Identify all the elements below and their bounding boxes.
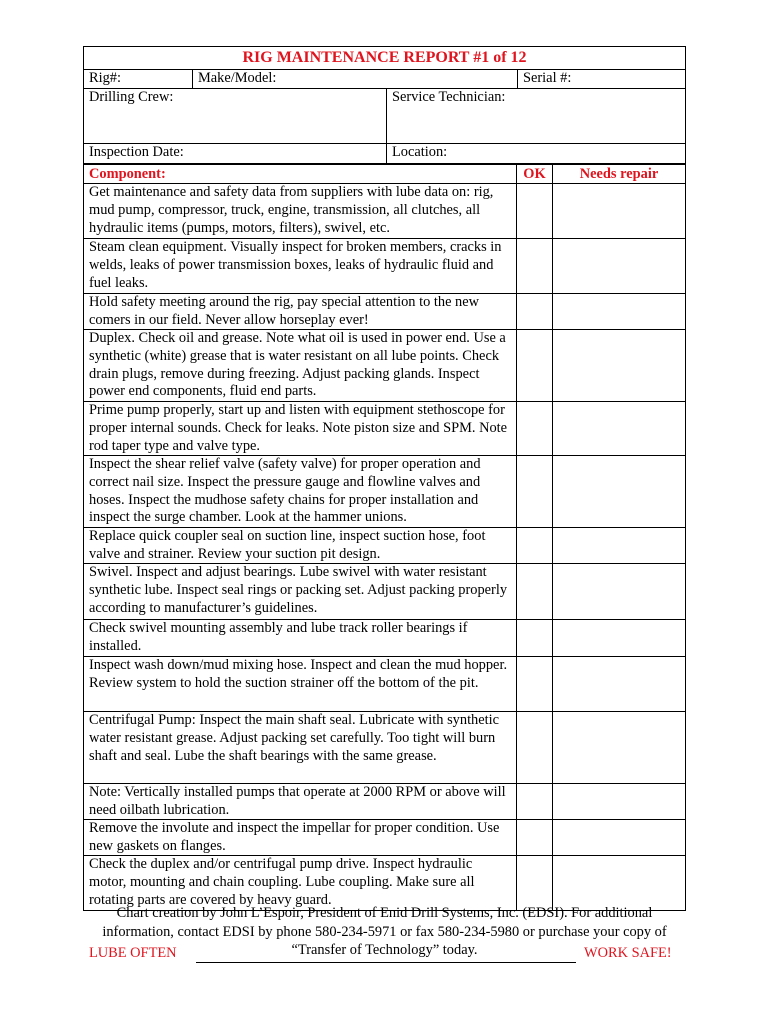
component-list bbox=[83, 184, 686, 911]
ok-checkbox[interactable] bbox=[516, 294, 552, 329]
needs-repair-checkbox[interactable] bbox=[552, 564, 685, 619]
component-text: Swivel. Inspect and adjust bearings. Lube swivel with water resistant synthetic lube. Inspect seal rings or packing set. Adjust packing properly according to manufacturer’s guidelines. bbox=[89, 564, 508, 616]
component-text: Prime pump properly, start up and listen with equipment stethoscope for proper internal sounds. Check for leaks. Note piston size and SPM. Note rod taper type and valve type. bbox=[89, 402, 508, 454]
ok-header: OK bbox=[516, 165, 552, 183]
ok-checkbox[interactable] bbox=[516, 402, 552, 455]
needs-repair-checkbox[interactable] bbox=[552, 402, 685, 455]
needs-repair-checkbox[interactable] bbox=[552, 184, 685, 238]
component-text: Replace quick coupler seal on suction line, inspect suction hose, foot valve and strainer. Review your suction pit design. bbox=[89, 528, 486, 562]
table-row bbox=[83, 564, 686, 620]
needs-repair-checkbox[interactable] bbox=[552, 456, 685, 527]
crew-row bbox=[83, 89, 686, 144]
location-field[interactable]: Location: bbox=[386, 144, 685, 163]
serial-number-field[interactable]: Serial #: bbox=[517, 70, 685, 88]
component-text: Remove the involute and inspect the impellar for proper condition. Use new gaskets on flanges. bbox=[89, 820, 500, 854]
component-text: Duplex. Check oil and grease. Note what oil is used in power end. Use a synthetic (white) grease that is water resistant on all lube points. Check drain plugs, remove during freezing. Adjust packing glands. Inspect power end components, fluid end parts. bbox=[89, 330, 506, 400]
table-row bbox=[83, 184, 686, 239]
title-row bbox=[83, 46, 686, 70]
table-row bbox=[83, 239, 686, 294]
component-text: Check the duplex and/or centrifugal pump drive. Inspect hydraulic motor, mounting and chain coupling. Lube coupling. Make sure all rotating parts are covered by heavy guard. bbox=[89, 856, 475, 908]
table-row bbox=[83, 620, 686, 657]
ok-checkbox[interactable] bbox=[516, 712, 552, 783]
needs-repair-checkbox[interactable] bbox=[552, 294, 685, 329]
report-title: RIG MAINTENANCE REPORT #1 of 12 bbox=[242, 49, 527, 66]
table-row bbox=[83, 330, 686, 402]
column-header-row bbox=[83, 164, 686, 184]
ok-checkbox[interactable] bbox=[516, 657, 552, 711]
table-row bbox=[83, 856, 686, 911]
component-text: Hold safety meeting around the rig, pay special attention to the new comers in our field. Never allow horseplay ever! bbox=[89, 294, 480, 328]
component-header: Component: bbox=[89, 166, 166, 182]
needs-repair-checkbox[interactable] bbox=[552, 330, 685, 401]
needs-repair-checkbox[interactable] bbox=[552, 820, 685, 855]
footer-credit: Chart creation by John L’Espoir, President of Enid Drill Systems, Inc. (EDSI). For additional information, contact EDSI by phone 580-234-5971 or fax 580-234-5980 or purchase your copy of “Transfer of Technology” today. bbox=[102, 905, 667, 958]
component-text: Centrifugal Pump: Inspect the main shaft seal. Lubricate with synthetic water resistant grease. Adjust packing set carefully. Too tight will burn shaft and seal. Lube the shaft bearings with the same grease. bbox=[89, 712, 500, 764]
needs-repair-checkbox[interactable] bbox=[552, 856, 685, 910]
table-row bbox=[83, 528, 686, 564]
ok-checkbox[interactable] bbox=[516, 620, 552, 656]
table-row bbox=[83, 456, 686, 528]
table-row bbox=[83, 712, 686, 784]
table-row bbox=[83, 784, 686, 820]
date-location-row bbox=[83, 144, 686, 164]
ok-checkbox[interactable] bbox=[516, 528, 552, 563]
needs-repair-checkbox[interactable] bbox=[552, 657, 685, 711]
maintenance-report-form bbox=[83, 46, 686, 911]
component-text: Inspect wash down/mud mixing hose. Inspect and clean the mud hopper. Review system to hold the suction strainer off the bottom of the pit. bbox=[89, 657, 508, 691]
service-technician-field[interactable]: Service Technician: bbox=[386, 89, 685, 143]
component-text: Check swivel mounting assembly and lube track roller bearings if installed. bbox=[89, 620, 468, 654]
table-row bbox=[83, 402, 686, 456]
needs-repair-checkbox[interactable] bbox=[552, 528, 685, 563]
needs-repair-checkbox[interactable] bbox=[552, 712, 685, 783]
ok-checkbox[interactable] bbox=[516, 784, 552, 819]
ok-checkbox[interactable] bbox=[516, 184, 552, 238]
footer-work-safe: WORK SAFE! bbox=[584, 945, 672, 961]
component-text: Note: Vertically installed pumps that operate at 2000 RPM or above will need oilbath lubrication. bbox=[89, 784, 506, 818]
needs-repair-checkbox[interactable] bbox=[552, 784, 685, 819]
ok-checkbox[interactable] bbox=[516, 239, 552, 293]
table-row bbox=[83, 657, 686, 712]
ok-checkbox[interactable] bbox=[516, 564, 552, 619]
ok-checkbox[interactable] bbox=[516, 456, 552, 527]
component-text: Inspect the shear relief valve (safety valve) for proper operation and correct nail size. Inspect the pressure gauge and flowline valves and hoses. Inspect the mudhose safety chains for proper installation and inspect the surge chamber. Look at the hammer unions. bbox=[89, 456, 481, 526]
ok-checkbox[interactable] bbox=[516, 330, 552, 401]
needs-repair-checkbox[interactable] bbox=[552, 239, 685, 293]
table-row bbox=[83, 820, 686, 856]
make-model-field[interactable]: Make/Model: bbox=[192, 70, 517, 88]
ok-checkbox[interactable] bbox=[516, 856, 552, 910]
inspection-date-field[interactable]: Inspection Date: bbox=[89, 144, 184, 160]
footer-lube-often: LUBE OFTEN bbox=[89, 945, 177, 961]
component-text: Get maintenance and safety data from suppliers with lube data on: rig, mud pump, compressor, truck, engine, transmission, all clutches, all hydraulic items (pumps, motors, filters), swivel, etc. bbox=[89, 184, 494, 236]
needs-repair-checkbox[interactable] bbox=[552, 620, 685, 656]
component-text: Steam clean equipment. Visually inspect for broken members, cracks in welds, leaks of power transmission boxes, leaks of hydraulic fluid and fuel leaks. bbox=[89, 239, 502, 291]
footer-divider bbox=[196, 962, 576, 963]
rig-number-field[interactable]: Rig#: bbox=[89, 70, 121, 86]
table-row bbox=[83, 294, 686, 330]
needs-repair-header: Needs repair bbox=[552, 165, 685, 183]
ok-checkbox[interactable] bbox=[516, 820, 552, 855]
rig-info-row bbox=[83, 70, 686, 89]
drilling-crew-field[interactable]: Drilling Crew: bbox=[89, 89, 174, 105]
